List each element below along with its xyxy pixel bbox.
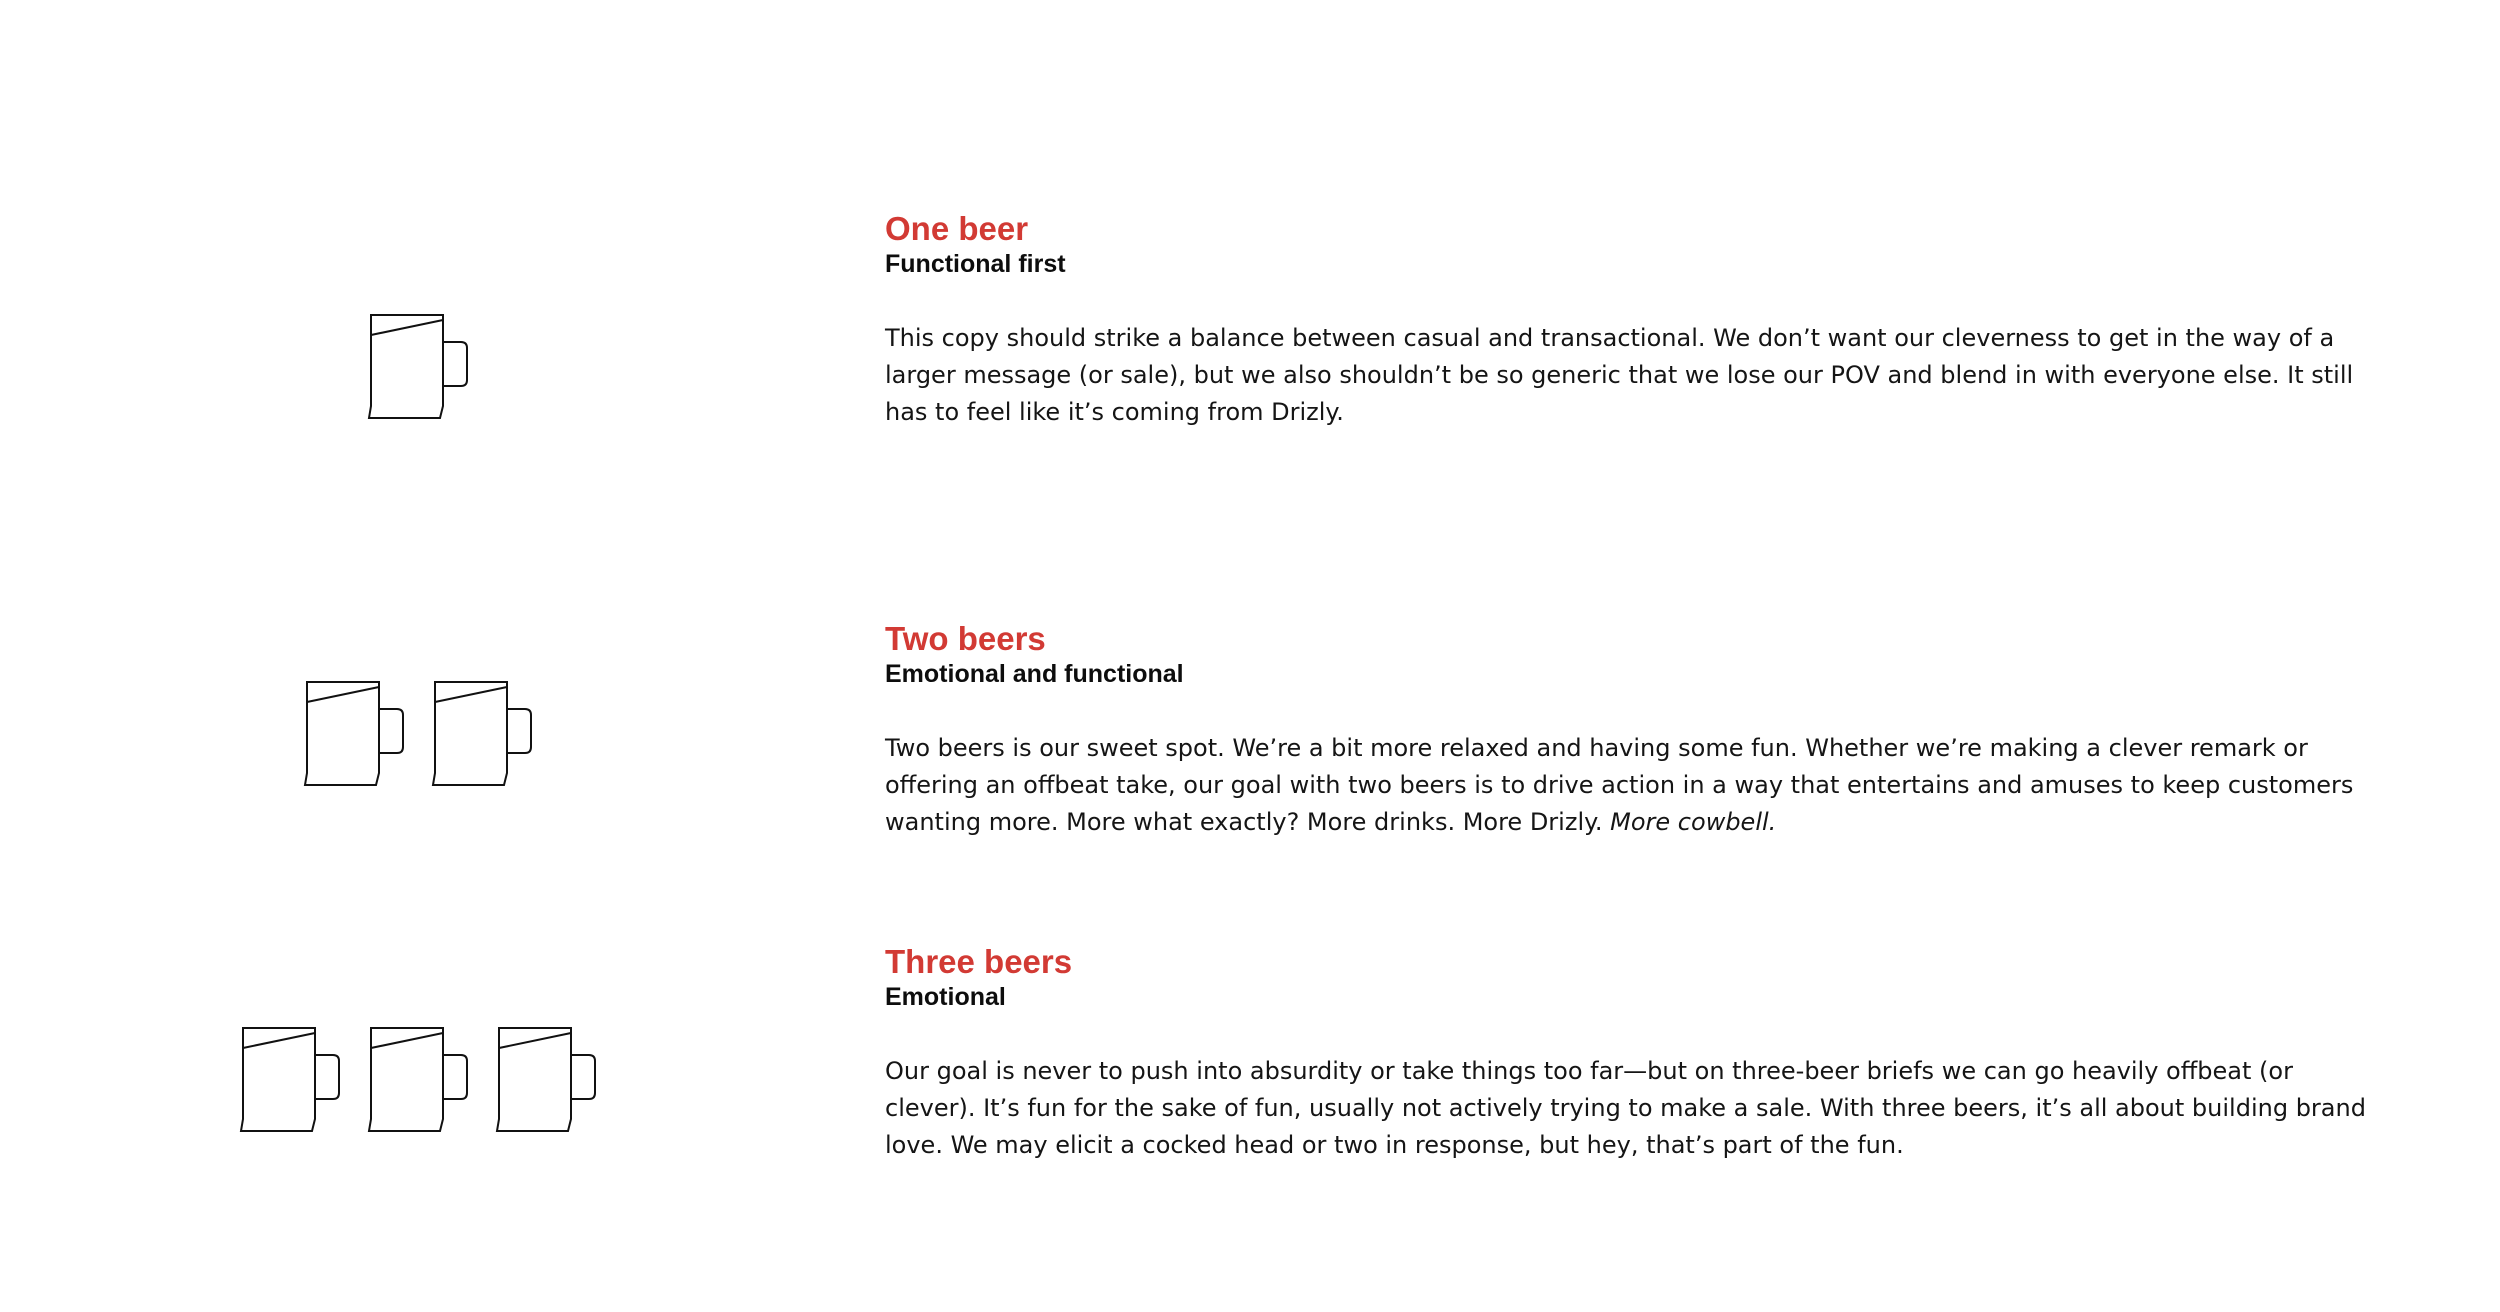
- section-title: One beer: [885, 210, 1029, 247]
- beer-mug-icon: [300, 677, 412, 789]
- section-body: [885, 730, 2375, 841]
- beer-rating-icons: [0, 1023, 840, 1135]
- section-subtitle: Functional first: [885, 250, 1066, 278]
- beer-mug-icon: [364, 1023, 476, 1135]
- beer-rating-icons: [0, 677, 840, 789]
- tone-description: [885, 943, 2375, 1164]
- tone-description: [885, 620, 2375, 841]
- beer-mug-icon: [428, 677, 540, 789]
- section-body: Our goal is never to push into absurdity or take things too far—but on three-beer briefs we can go heavily offbeat (or clever). It’s fun for the sake of fun, usually not actively trying to make a sale. With three beers, it’s all about building brand love. We may elicit a cocked head or two in response, but hey, that’s part of the fun.: [885, 1057, 2366, 1159]
- section-title: Three beers: [885, 943, 1073, 980]
- section-subtitle: Emotional and functional: [885, 660, 1184, 688]
- beer-mug-icon: [364, 310, 476, 422]
- beer-rating-icons: [0, 310, 840, 422]
- beer-mug-icon: [492, 1023, 604, 1135]
- beer-mug-icon: [236, 1023, 348, 1135]
- section-subtitle: Emotional: [885, 983, 1006, 1011]
- section-body-text: Two beers is our sweet spot. We’re a bit more relaxed and having some fun. Whether we’re making a clever remark or offering an offbeat take, our goal with two beers is to drive action in a way that entertains and amuses to keep customers wanting more. More what exactly? More drinks. More Drizly.: [885, 734, 2354, 836]
- section-body-emphasis: More cowbell.: [1610, 808, 1777, 836]
- section-title: Two beers: [885, 620, 1046, 657]
- section-body: This copy should strike a balance between casual and transactional. We don’t want our cleverness to get in the way of a larger message (or sale), but we also shouldn’t be so generic that we lose our POV and blend in with everyone else. It still has to feel like it’s coming from Drizly.: [885, 324, 2354, 426]
- tone-description: [885, 210, 2375, 431]
